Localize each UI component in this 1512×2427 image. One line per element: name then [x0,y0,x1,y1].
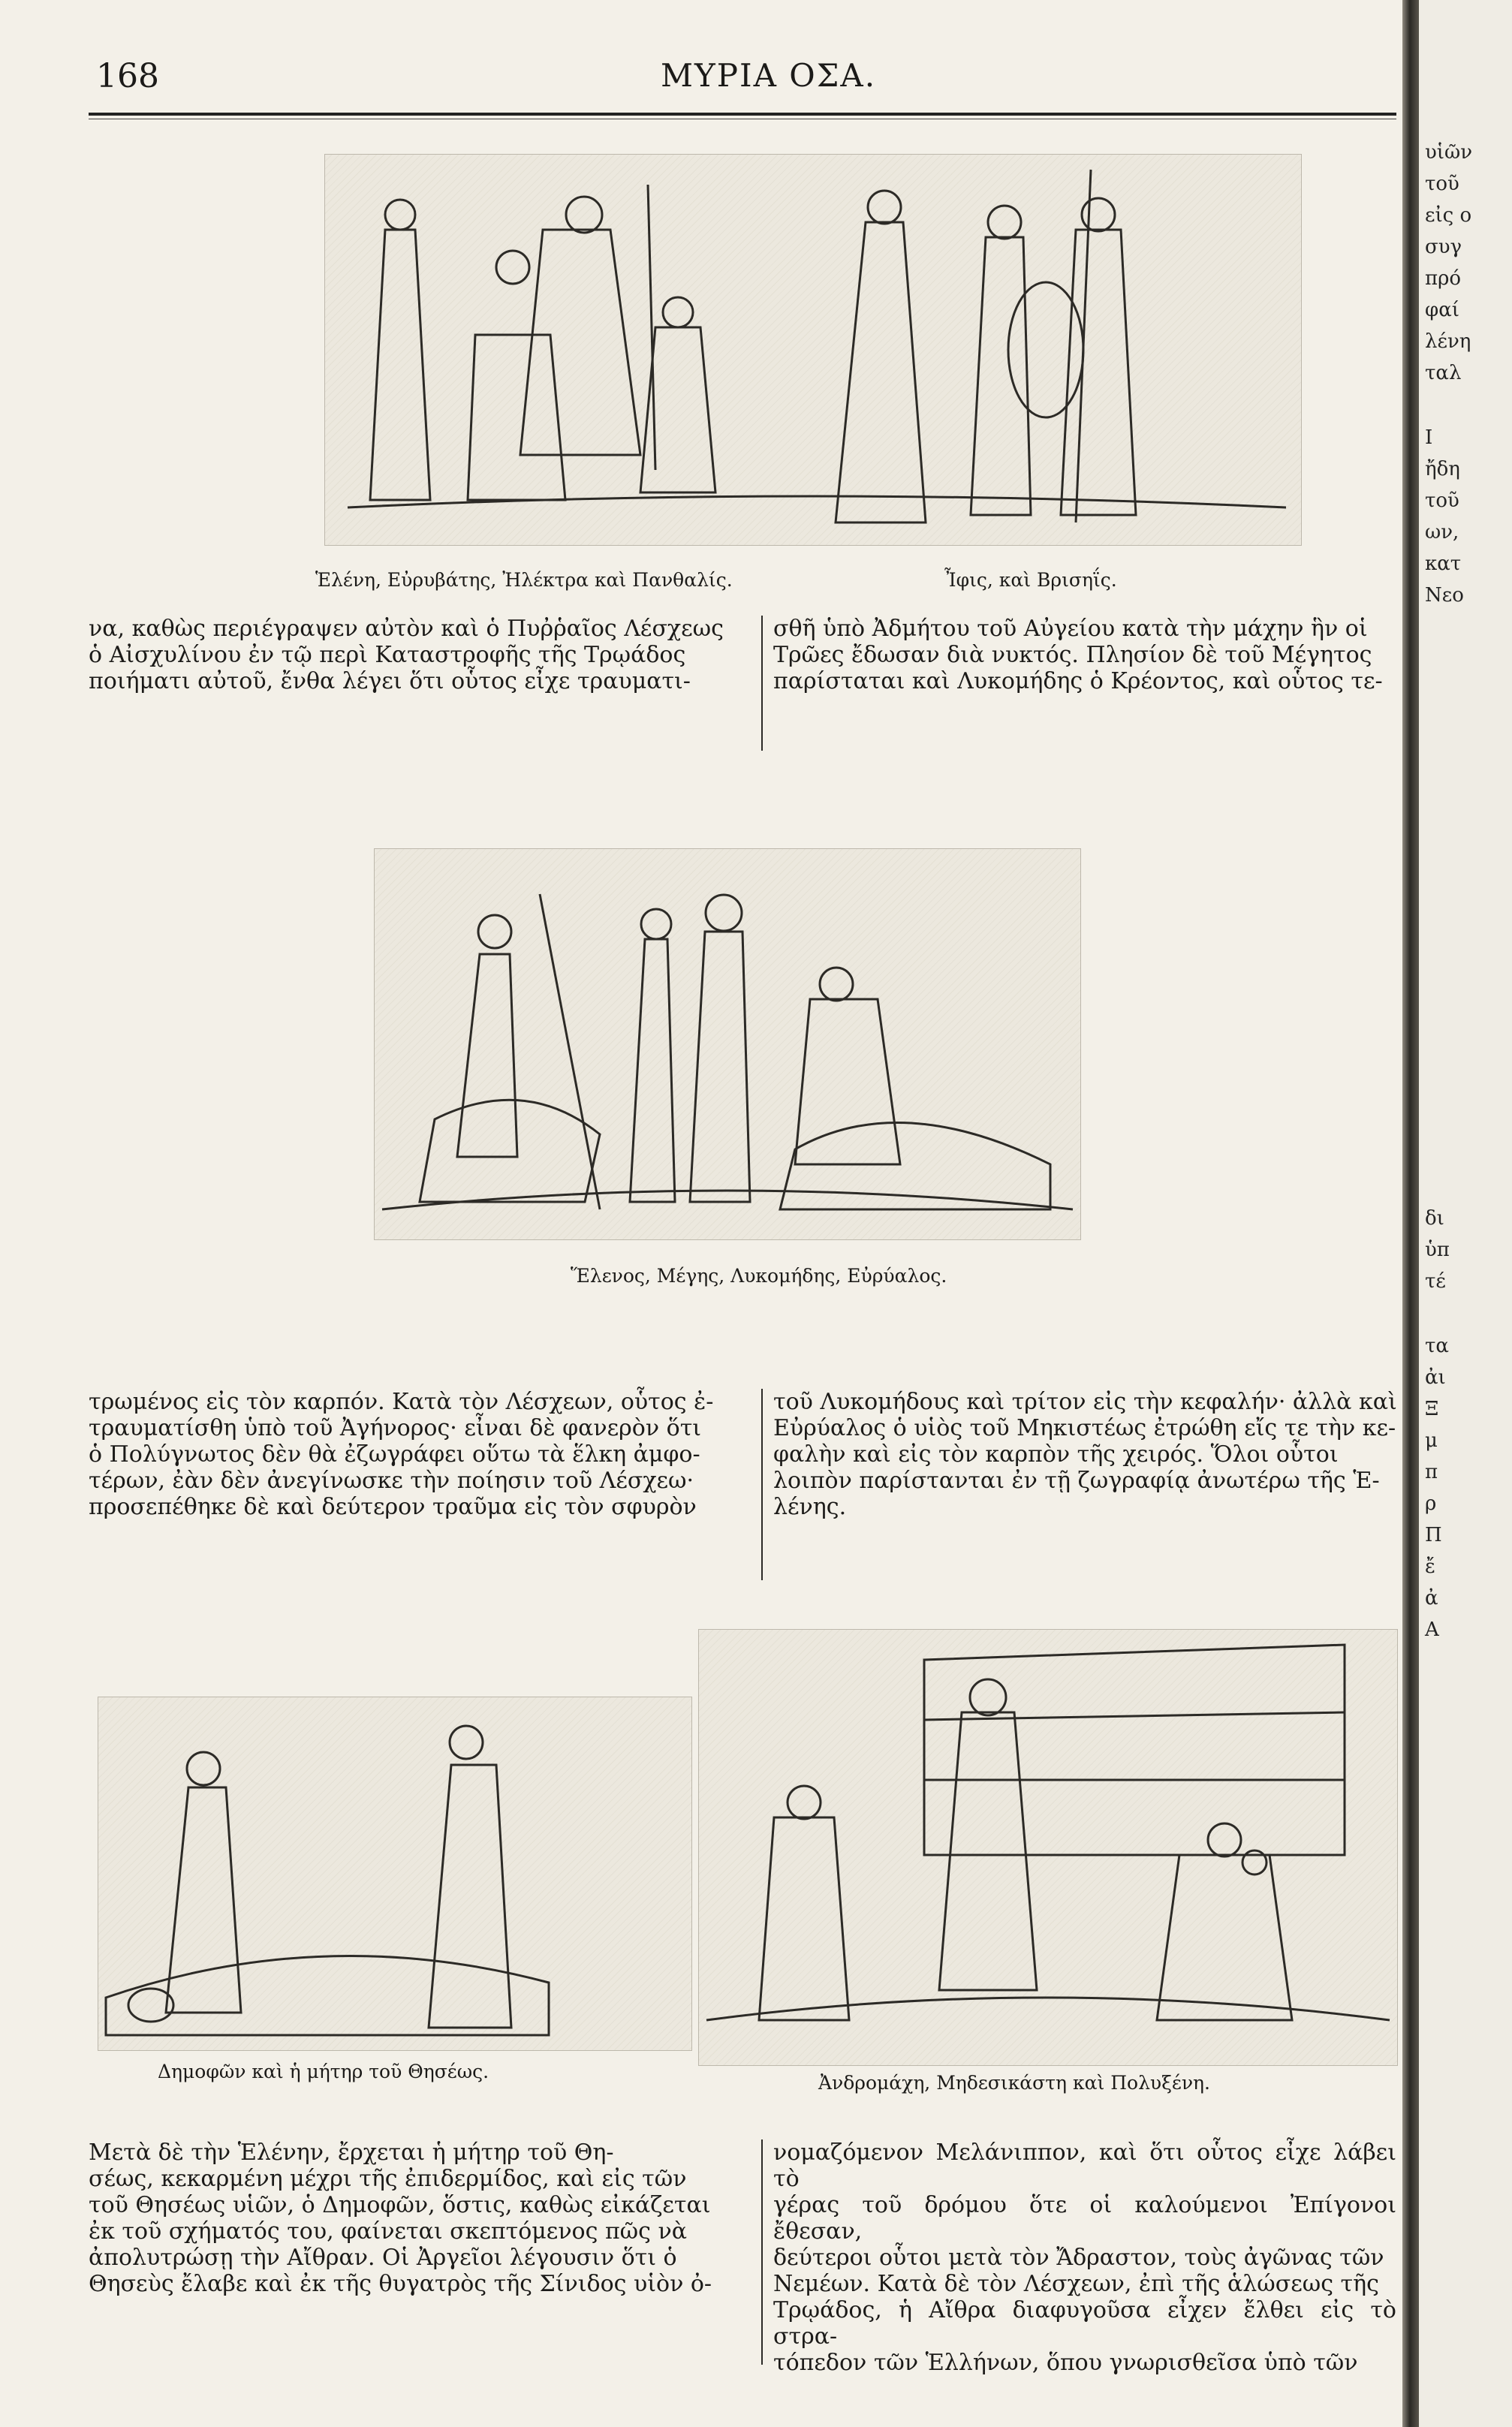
page-number: 168 [96,57,159,95]
fragment-text: Νεο [1425,584,1464,607]
fragment-text: ων, [1425,521,1459,544]
engraving-helenos-meges [374,848,1081,1240]
column-rule [761,616,763,751]
text-block-1-left: να, καθὼς περιέγραψεν αὐτὸν καὶ ὁ Πυῤῥαῖος Λέσχεως ὁ Αἰσχυλίνου ἐν τῷ περὶ Καταστροφῆς τῆς Τρῳάδος ποιήματι αὐτοῦ, ἔνθα λέγει ὅτι οὗτος εἶχε τραυματι- [89,616,724,694]
fragment-text: Π [1425,1524,1442,1546]
text-block-2-left: τρωμένος εἰς τὸν καρπόν. Κατὰ τὸν Λέσχεων, οὗτος ἐ- τραυματίσθη ὑπὸ τοῦ Ἀγήνορος· εἶναι δὲ φανερὸν ὅτι ὁ Πολύγνωτος δὲν θὰ ἐζωγράφει οὕτω τὰ ἕλκη ἀμφο- τέρων, ἐὰν δὲν ἀνεγίνωσκε τὴν ποίησιν τοῦ Λέσχεω· προσεπέθηκε δὲ καὶ δεύτερον τραῦμα εἰς τὸν σφυρὸν [89,1389,714,1520]
engraving-andromache [698,1629,1398,2066]
fragment-text: τοῦ [1425,173,1459,195]
fragment-text: Ι [1425,426,1433,449]
fragment-text: κατ [1425,553,1462,575]
fragment-text: εἰς ο [1425,204,1472,227]
facing-page-fragment [1419,0,1512,2427]
fragment-text: π [1425,1461,1438,1483]
caption-bottom-right: Ἀνδρομάχη, Μηδεσικάστη καὶ Πολυξένη. [818,2072,1210,2094]
fragment-text: υἱῶν [1425,141,1473,164]
fragment-text: συγ [1425,236,1462,258]
caption-bottom-left: Δημοφῶν καὶ ἡ μήτηρ τοῦ Θησέως. [158,2061,489,2082]
header-rule [89,113,1396,116]
caption-top-right: Ἶφις, καὶ Βρισηΐς. [944,569,1117,591]
text-block-1-right: σθῆ ὑπὸ Ἀδμήτου τοῦ Αὐγείου κατὰ τὴν μάχην ἣν οἱ Τρῶες ἔδωσαν διὰ νυκτός. Πλησίον δὲ τοῦ Μέγητος παρίσταται καὶ Λυκομήδης ὁ Κρέοντος, καὶ οὗτος τε- [773,616,1383,694]
engraving-figures [325,155,1301,545]
fragment-text: Α [1425,1619,1439,1641]
fragment-text: ἤδη [1425,458,1460,480]
text-block-3-right: νομαζόμενον Μελάνιππον, καὶ ὅτι οὗτος εἶχε λάβει τὸ γέρας τοῦ δρόμου ὅτε οἱ καλούμενοι Ἐπίγονοι ἔθεσαν, δεύτεροι οὗτοι μετὰ τὸν Ἄδραστον, τοὺς ἀγῶνας τῶν Νεμέων. Κατὰ δὲ τὸν Λέσχεων, ἐπὶ τῆς ἁλώσεως τῆς Τρῳάδος, ἡ Αἴθρα διαφυγοῦσα εἶχεν ἔλθει εἰς τὸ στρα- τόπεδον τῶν Ἑλλήνων, ὅπου γνωρισθεῖσα ὑπὸ τῶν [773,2139,1396,2376]
fragment-text: ἔ [1425,1555,1435,1578]
caption-middle: Ἕλενος, Μέγης, Λυκομήδης, Εὐρύαλος. [571,1265,947,1287]
fragment-text: ἀ [1425,1587,1438,1609]
fragment-text: δι [1425,1207,1444,1230]
fragment-text: ρ [1425,1492,1437,1515]
text-block-3-left: Μετὰ δὲ τὴν Ἑλένην, ἔρχεται ἡ μήτηρ τοῦ Θη- σέως, κεκαρμένη μέχρι τῆς ἐπιδερμίδος, καὶ εἰς τῶν τοῦ Θησέως υἱῶν, ὁ Δημοφῶν, ὅστις, καθὼς εἰκάζεται ἐκ τοῦ σχήματός του, φαίνεται σκεπτόμενος πῶς νὰ ἀπολυτρώσῃ τὴν Αἴθραν. Οἱ Ἀργεῖοι λέγουσιν ὅτι ὁ Θησεὺς ἔλαβε καὶ ἐκ τῆς θυγατρὸς τῆς Σίνιδος υἱὸν ὀ- [89,2139,712,2297]
column-rule-2 [761,1389,763,1580]
engraving-figures-middle [375,849,1080,1239]
fragment-text: μ [1425,1429,1438,1452]
fragment-text: ἀι [1425,1366,1446,1389]
column-rule-3 [761,2139,763,2365]
engraving-helen-iphis [324,154,1302,546]
fragment-text: τέ [1425,1270,1446,1293]
page-header-title: ΜΥΡΙΑ ΟΣΑ. [661,57,877,94]
text-block-2-right: τοῦ Λυκομήδους καὶ τρίτον εἰς τὴν κεφαλήν· ἀλλὰ καὶ Εὐρύαλος ὁ υἱὸς τοῦ Μηκιστέως ἐτρώθη εἴς τε τὴν κε- φαλὴν καὶ εἰς τὸν καρπὸν τῆς χειρός. Ὅλοι οὗτοι λοιπὸν παρίστανται ἐν τῇ ζωγραφίᾳ ἀνωτέρω τῆς Ἑ- λένης. [773,1389,1397,1520]
engraving-figures-bottom-right [699,1630,1397,2065]
fragment-text: τοῦ [1425,489,1459,512]
book-gutter [1402,0,1419,2427]
fragment-text: ταλ [1425,362,1462,384]
engraving-figures-bottom-left [98,1697,691,2050]
fragment-text: Ξ [1425,1398,1439,1420]
caption-top-left: Ἑλένη, Εὐρυβάτης, Ἠλέκτρα καὶ Πανθαλίς. [315,569,733,591]
fragment-text: τα [1425,1335,1449,1357]
engraving-demophon [98,1697,692,2051]
fragment-text: πρό [1425,267,1462,290]
fragment-text: ὑπ [1425,1239,1450,1261]
fragment-text: φαί [1425,299,1459,321]
fragment-text: λένη [1425,330,1471,353]
